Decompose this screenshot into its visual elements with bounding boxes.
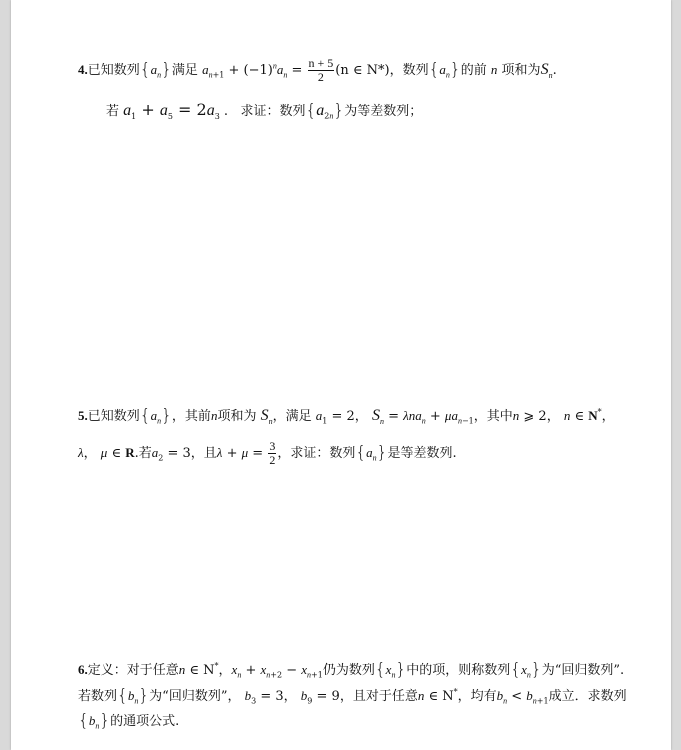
problem-4-number: 4. [78, 62, 88, 77]
problem-6-question: $\{b_n\}$的通项公式. [78, 711, 180, 731]
document-page [11, 0, 671, 750]
problem-5-fraction: $\frac{3}{2}$ [269, 439, 276, 467]
problem-4-statement: 4.已知数列$\{a_n\}$满足 $a_{n+1} + (-1)^na_n$ = $\frac{n + 5}{2}$ (n ∈ N*)，数列$\{a_n\}$的前 n 项和为$S_n$. [78, 56, 557, 84]
problem-6-statement: 6.定义：对于任意n ∈ N*，$x_n + x_{n+2} - x_{n+1}$仍为数列$\{x_n\}$中的项，则称数列$\{x_n\}$为“回归数列”. [78, 660, 625, 680]
problem-4-fraction: $\frac{n + 5}{2}$ [308, 56, 334, 84]
problem-4-question: 若 $a_1 + a_5 = 2a_3$ . 求证：数列$\{a_{2n}\}$为等差数列； [106, 100, 423, 122]
problem-5-question: λ， μ ∈ R.若$a_2 = 3$，且λ + μ = $\frac{3}{2}$ ，求证：数列$\{a_n\}$是等差数列. [78, 439, 457, 467]
problem-5-number: 5. [78, 408, 88, 423]
problem-6-condition: 若数列$\{b_n\}$为“回归数列”， $b_3 = 3$， $b_9 = 9$，且对于任意n ∈ N*，均有$b_n < b_{n+1}$成立．求数列 [78, 686, 627, 706]
problem-5-statement: 5.已知数列$\{a_n\}$，其前n项和为 $S_n$，满足 $a_1 = 2$， $S_n = \lambda na_n + \mu a_{n-1}$，其中n ⩾ 2， n ∈ N*， [78, 406, 615, 427]
problem-6-number: 6. [78, 662, 88, 677]
